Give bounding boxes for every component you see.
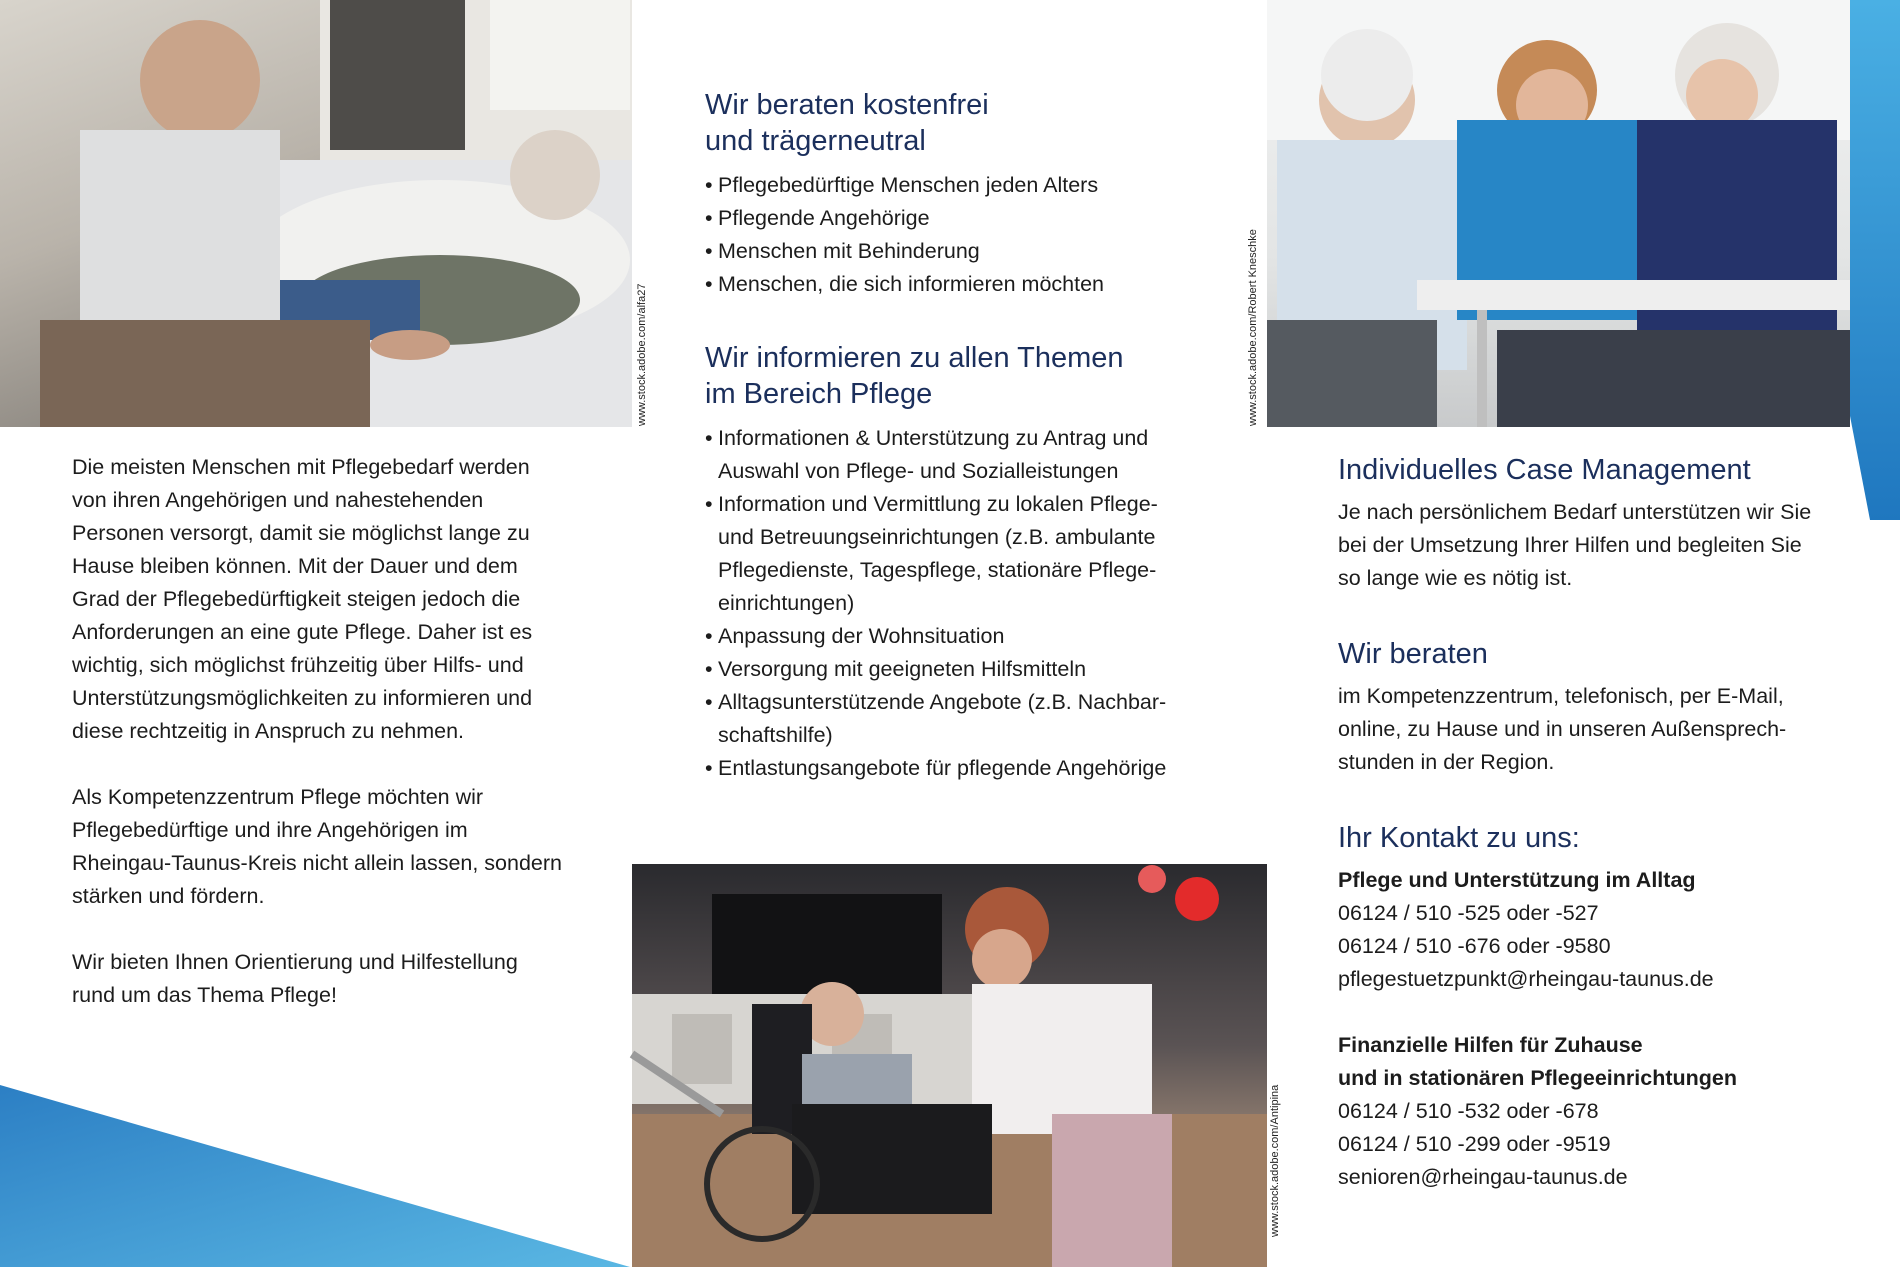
email-link[interactable]: senioren@rheingau-taunus.de xyxy=(1338,1165,1628,1189)
topics-list xyxy=(705,422,1190,785)
list-item: • Informationen & Unterstützung zu Antrag und Auswahl von Pflege- und Sozialleistungen xyxy=(705,422,1190,488)
section-title: Wir beraten xyxy=(1338,638,1488,670)
photo-care-home xyxy=(0,0,648,427)
list-item: • Menschen mit Behinderung xyxy=(705,235,1205,268)
wheelchair-illustration xyxy=(632,864,1267,1267)
intro-paragraph: Als Kompetenzzentrum Pflege möchten wir Pflegebedürftige und ihre Angehörigen im Rheingau-Taunus-Kreis nicht allein lassen, sondern stärken und fördern. xyxy=(72,785,563,908)
section-beratung xyxy=(705,87,1205,301)
photo-wheelchair xyxy=(632,864,1281,1267)
list-item: • Versorgung mit geeigneten Hilfsmitteln xyxy=(705,653,1190,686)
section-title: Individuelles Case Management xyxy=(1338,454,1751,486)
photo-credit: www.stock.adobe.com/alfa27 xyxy=(636,283,648,426)
list-item: • Pflegende Angehörige xyxy=(705,202,1205,235)
phone-number: 06124 / 510 -525 oder -527 xyxy=(1338,901,1599,925)
photo-credit: www.stock.adobe.com/Robert Kneschke xyxy=(1247,229,1259,426)
phone-number: 06124 / 510 -299 oder -9519 xyxy=(1338,1132,1611,1156)
intro-paragraph: Wir bieten Ihnen Orientierung und Hilfestellung rund um das Thema Pflege! xyxy=(72,950,518,1007)
section-wir-beraten xyxy=(1338,636,1828,779)
intro-paragraph: Die meisten Menschen mit Pflegebedarf werden von ihren Angehörigen und nahestehenden Personen versorgt, damit sie möglichst lange zu Hause bleiben können. Mit der Dauer und dem Grad der Pflegebedürftigkeit steigen jedoch die Anforderungen an eine gute Pflege. Daher ist es wichtig, sich möglichst frühzeitig über Hilfs- und Unterstützungsmöglichkeiten zu informieren und diese rechtzeitig in Anspruch zu nehmen. xyxy=(72,455,533,743)
section-title: Wir informieren zu allen Themen im Bereich Pflege xyxy=(705,342,1124,410)
section-themen xyxy=(705,340,1190,785)
list-item: • Alltagsunterstützende Angebote (z.B. Nachbar- schaftshilfe) xyxy=(705,686,1190,752)
section-case-management xyxy=(1338,452,1828,595)
section-title: Ihr Kontakt zu uns: xyxy=(1338,822,1580,854)
audience-list xyxy=(705,169,1205,301)
list-item: • Menschen, die sich informieren möchten xyxy=(705,268,1205,301)
blue-corner-bottom-left xyxy=(0,1085,640,1267)
intro-text xyxy=(72,451,562,1045)
photo-consultation xyxy=(1247,0,1850,427)
contact-heading: Pflege und Unterstützung im Alltag xyxy=(1338,868,1696,892)
care-home-illustration xyxy=(0,0,632,427)
phone-number: 06124 / 510 -676 oder -9580 xyxy=(1338,934,1611,958)
phone-number: 06124 / 510 -532 oder -678 xyxy=(1338,1099,1599,1123)
email-link[interactable]: pflegestuetzpunkt@rheingau-taunus.de xyxy=(1338,967,1714,991)
section-title: Wir beraten kostenfrei und trägerneutral xyxy=(705,89,989,157)
consultation-illustration xyxy=(1267,0,1850,427)
photo-credit: www.stock.adobe.com/Antipina xyxy=(1269,1084,1281,1237)
beraten-text: im Kompetenzzentrum, telefonisch, per E-Mail, online, zu Hause und in unseren Außensprech- stunden in der Region. xyxy=(1338,684,1787,774)
list-item: • Information und Vermittlung zu lokalen Pflege- und Betreuungseinrichtungen (z.B. ambulante Pflegedienste, Tagespflege, stationäre Pflege- einrichtungen) xyxy=(705,488,1190,620)
case-management-text: Je nach persönlichem Bedarf unterstützen wir Sie bei der Umsetzung Ihrer Hilfen und begleiten Sie so lange wie es nötig ist. xyxy=(1338,500,1812,590)
list-item: • Pflegebedürftige Menschen jeden Alters xyxy=(705,169,1205,202)
list-item: • Anpassung der Wohnsituation xyxy=(705,620,1190,653)
list-item: • Entlastungsangebote für pflegende Angehörige xyxy=(705,752,1190,785)
section-kontakt xyxy=(1338,820,1858,1194)
contact-heading: Finanzielle Hilfen für Zuhause und in stationären Pflegeeinrichtungen xyxy=(1338,1033,1737,1090)
